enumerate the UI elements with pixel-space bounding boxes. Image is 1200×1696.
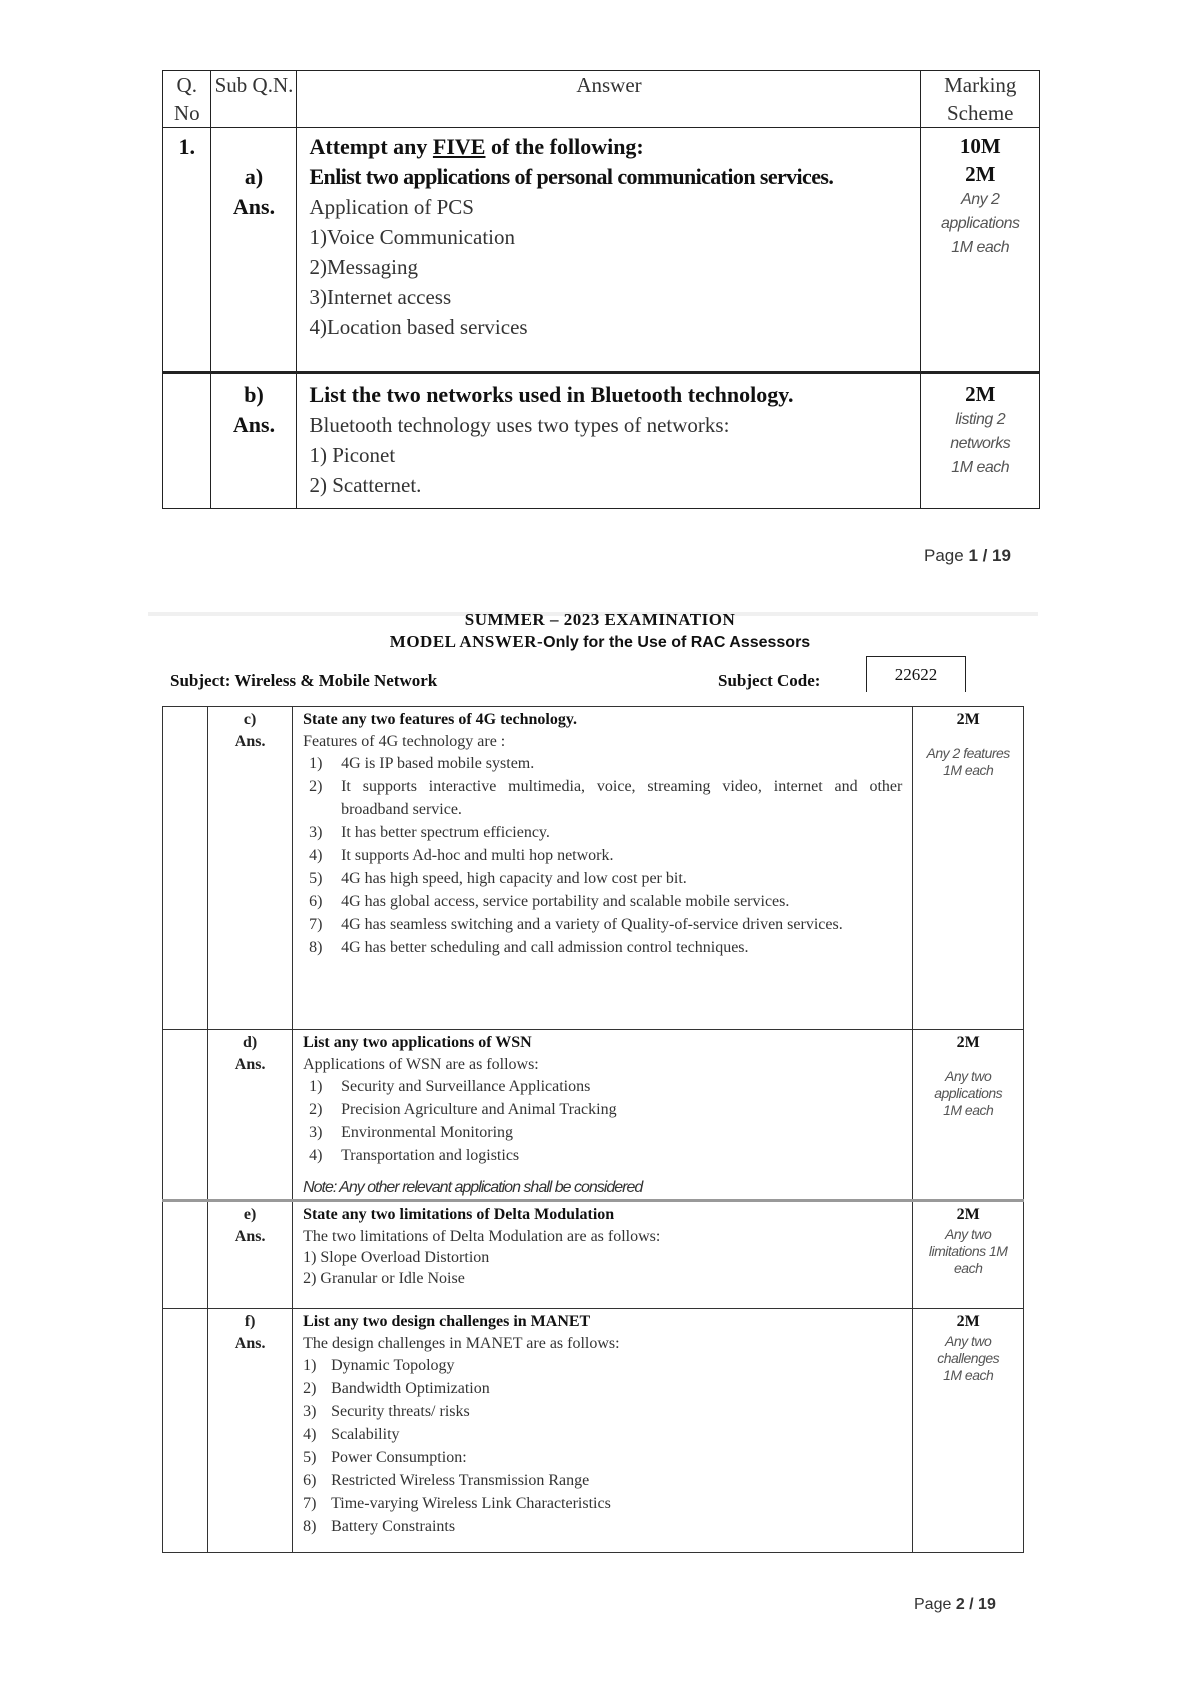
marking-note: Any 2 features 1M each (926, 745, 1010, 778)
list-item: 7) Time-varying Wireless Link Characteristics (303, 1495, 611, 1512)
answer-line: 2) Granular or Idle Noise (303, 1270, 465, 1287)
marks: 2M (956, 1313, 980, 1330)
marks: 2M (965, 162, 996, 186)
sub-question-label: c) (243, 711, 257, 728)
marking-note: listing 2 networks 1M each (950, 411, 1011, 476)
answer-line: 1) Piconet (309, 443, 396, 467)
answer-line: Bluetooth technology uses two types of networks: (309, 413, 730, 437)
marks: 2M (956, 1034, 980, 1051)
answer-line: 2) Scatternet. (309, 473, 422, 497)
list-item: 8) 4G has better scheduling and call admission control techniques. (309, 939, 749, 956)
question-text: List any two design challenges in MANET (303, 1313, 591, 1330)
list-item: 6) 4G has global access, service portability and scalable mobile services. (309, 893, 790, 910)
list-item: 8) Battery Constraints (303, 1518, 456, 1535)
question-1f-row (163, 1309, 1024, 1553)
answer-line: 2)Messaging (309, 255, 418, 279)
sub-question-label: d) (243, 1034, 258, 1051)
question-text: List the two networks used in Bluetooth technology. (309, 382, 794, 407)
question-text: List any two applications of WSN (303, 1034, 532, 1051)
note-remark: Note: Any other relevant application shall be considered (303, 1179, 643, 1196)
list-item: 1) Security and Surveillance Applications (309, 1078, 591, 1095)
question-1e-row (163, 1201, 1024, 1309)
question-1d-row (163, 1030, 1024, 1201)
answer-list (303, 1075, 902, 1167)
list-item: 2) Precision Agriculture and Animal Tracking (309, 1101, 617, 1118)
sub-question-label: e) (243, 1206, 257, 1223)
marks: 2M (956, 711, 980, 728)
list-item: 6) Restricted Wireless Transmission Range (303, 1472, 590, 1489)
marks: 2M (956, 1206, 980, 1223)
ans-label: Ans. (234, 1228, 266, 1245)
list-item: 4) Scalability (303, 1426, 400, 1443)
list-item: 1) Dynamic Topology (303, 1357, 455, 1374)
list-item: 4) Transportation and logistics (309, 1147, 520, 1164)
list-item: 3) Environmental Monitoring (309, 1124, 514, 1141)
list-item: 4) It supports Ad-hoc and multi hop network. (309, 847, 614, 864)
list-item: 5) 4G has high speed, high capacity and low cost per bit. (309, 870, 687, 887)
sub-question-label: b) (244, 382, 264, 407)
marking-note: Any two challenges 1M each (937, 1333, 1000, 1383)
list-item: 5) Power Consumption: (303, 1449, 467, 1466)
question-number: 1. (178, 134, 195, 159)
answer-intro: The design challenges in MANET are as follows: (303, 1335, 620, 1352)
subject-code-box: 22622 (866, 656, 966, 692)
ans-label: Ans. (232, 412, 276, 437)
sub-question-label: a) (244, 164, 264, 189)
page1-answer-table (162, 70, 1040, 509)
answer-intro: Features of 4G technology are : (303, 733, 506, 750)
answer-line: 4)Location based services (309, 315, 528, 339)
marks: 2M (965, 382, 996, 406)
header-qno: Q. No (163, 71, 211, 128)
list-item: 3) It has better spectrum efficiency. (309, 824, 550, 841)
answer-line: Application of PCS (309, 195, 474, 219)
header-answer: Answer (297, 71, 921, 128)
marking-note: Any two limitations 1M each (928, 1226, 1008, 1276)
header-subqn: Sub Q.N. (211, 71, 297, 128)
question-text: State any two limitations of Delta Modulation (303, 1206, 615, 1223)
question-text: State any two features of 4G technology. (303, 711, 577, 728)
question-text: Enlist two applications of personal communication services. (309, 164, 834, 189)
subject-label: Subject: Wireless & Mobile Network (170, 671, 438, 690)
answer-line: 1) Slope Overload Distortion (303, 1249, 490, 1266)
marking-note: Any two applications 1M each (934, 1068, 1003, 1118)
list-item: 1) 4G is IP based mobile system. (309, 755, 535, 772)
page-number: Page 1 / 19 (924, 546, 1011, 565)
answer-list (303, 752, 902, 959)
list-item: 2) It supports interactive multimedia, voice, streaming video, internet and other broadband service. (309, 778, 903, 818)
table-header-row (163, 71, 1040, 128)
subject-code-label: Subject Code: (718, 671, 821, 690)
list-item: 3) Security threats/ risks (303, 1403, 470, 1420)
marking-note: Any 2 applications 1M each (940, 191, 1020, 256)
sub-question-label: f) (244, 1313, 256, 1330)
question-1c-row (163, 707, 1024, 1030)
header-marking: Marking Scheme (921, 71, 1040, 128)
answer-line: 1)Voice Communication (309, 225, 515, 249)
answer-intro: The two limitations of Delta Modulation are as follows: (303, 1228, 661, 1245)
exam-title: SUMMER – 2023 EXAMINATION (464, 610, 736, 629)
list-item: 7) 4G has seamless switching and a variety of Quality-of-service driven services. (309, 916, 843, 933)
question-1b-row (163, 373, 1040, 509)
answer-intro: Applications of WSN are as follows: (303, 1056, 539, 1073)
ans-label: Ans. (234, 733, 266, 750)
answer-line: 3)Internet access (309, 285, 452, 309)
ans-label: Ans. (234, 1335, 266, 1352)
ans-label: Ans. (232, 194, 276, 219)
question-instruction: Attempt any FIVE of the following: (309, 134, 644, 159)
page2-answer-table (162, 706, 1024, 1553)
page-number: Page 2 / 19 (914, 1596, 996, 1613)
list-item: 2) Bandwidth Optimization (303, 1380, 490, 1397)
total-marks: 10M (959, 134, 1001, 158)
answer-list (303, 1354, 902, 1538)
question-1a-row (163, 128, 1040, 373)
model-answer-title: MODEL ANSWER-Only for the Use of RAC Assessors (389, 632, 811, 651)
ans-label: Ans. (234, 1056, 266, 1073)
